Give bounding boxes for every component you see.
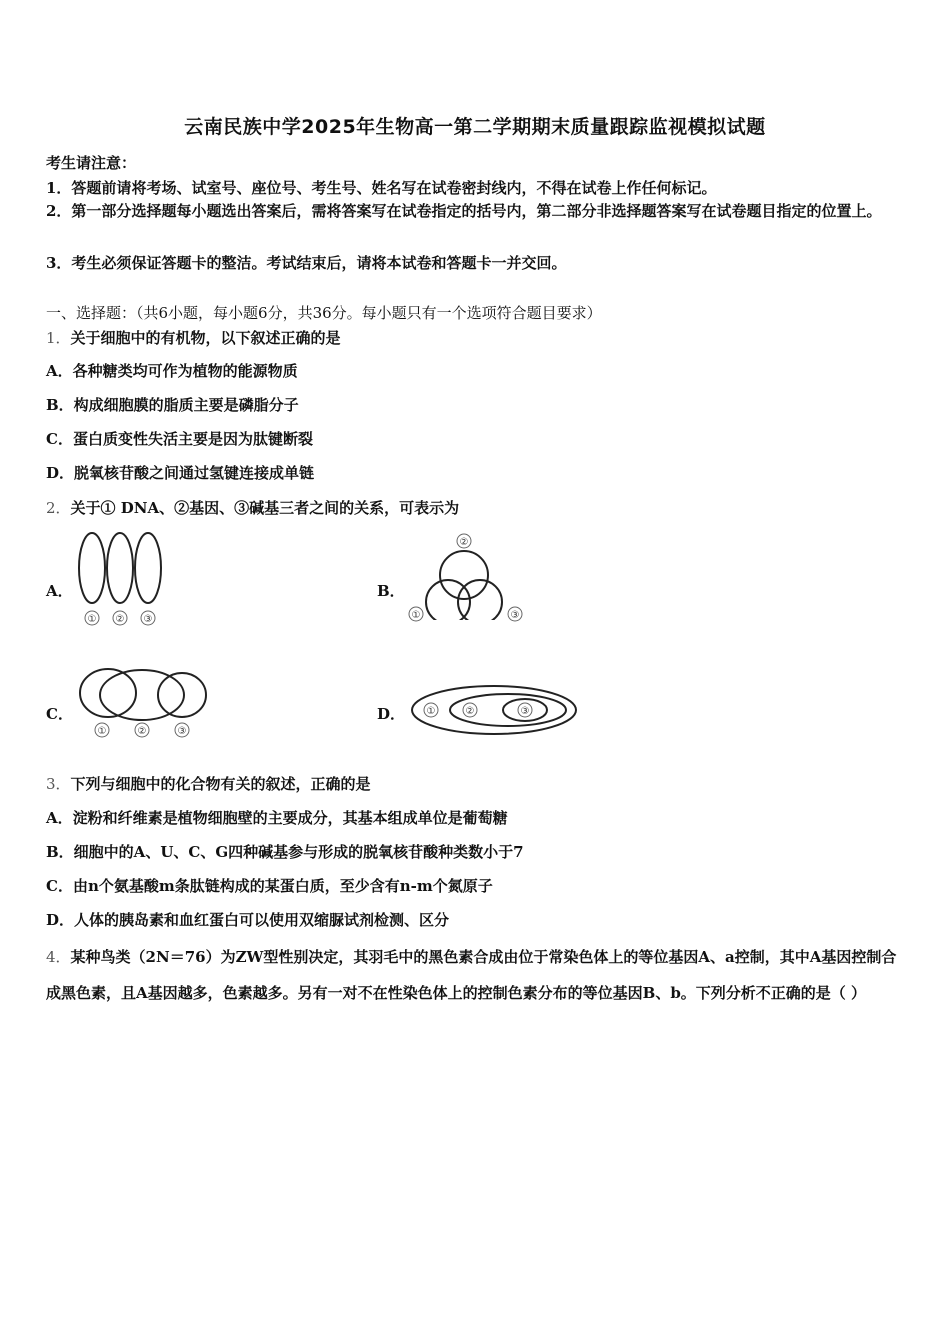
q1-option-a: A．各种糖类均可作为植物的能源物质 <box>46 362 298 380</box>
circle-mark: ① <box>97 726 107 737</box>
circle-mark: ② <box>115 614 125 625</box>
q3-option-a: A．淀粉和纤维素是植物细胞壁的主要成分，其基本组成单位是葡萄糖 <box>46 809 508 827</box>
q2-figure-d <box>410 680 582 740</box>
q2-option-a-label: A． <box>46 582 73 600</box>
notice-item-2: 2．第一部分选择题每小题选出答案后，需将答案写在试卷指定的括号内，第二部分非选择题答案写在试卷题目指定的位置上。 <box>46 202 882 220</box>
question-2 <box>46 497 459 518</box>
circle-mark: ② <box>465 706 475 717</box>
q1-option-b: B．构成细胞膜的脂质主要是磷脂分子 <box>46 396 299 414</box>
question-stem: 关于细胞中的有机物，以下叙述正确的是 <box>70 329 341 347</box>
question-stem: 关于① DNA、②基因、③碱基三者之间的关系，可表示为 <box>70 499 460 517</box>
question-stem: 某种鸟类（2N＝76）为ZW型性别决定，其羽毛中的黑色素合成由位于常染色体上的等位基因A、a控制，其中A基因控制合成黑色素，且A基因越多，色素越多。另有一对不在性染色体上的控制色素分布的等位基因B、b。下列分析不正确的是（ ） <box>46 948 897 1002</box>
q2-figure-a <box>76 530 176 630</box>
question-stem: 下列与细胞中的化合物有关的叙述，正确的是 <box>70 775 371 793</box>
circle-mark: ② <box>459 537 469 548</box>
circle-mark: ③ <box>510 610 520 621</box>
q2-option-d-label: D． <box>377 705 406 723</box>
question-number: 3． <box>46 775 71 793</box>
question-number: 1． <box>46 329 71 347</box>
q1-option-d: D．脱氧核苷酸之间通过氢键连接成单链 <box>46 464 315 482</box>
question-1 <box>46 327 341 348</box>
question-3 <box>46 773 371 794</box>
notice-item-1: 1．答题前请将考场、试室号、座位号、考生号、姓名写在试卷密封线内，不得在试卷上作任何标记。 <box>46 179 717 197</box>
circle-mark: ① <box>87 614 97 625</box>
notice-heading: 考生请注意： <box>46 154 137 172</box>
circle-mark: ① <box>411 610 421 621</box>
circle-mark: ② <box>137 726 147 737</box>
circle-mark: ① <box>426 706 436 717</box>
q3-option-c: C．由n个氨基酸m条肽链构成的某蛋白质，至少含有n-m个氮原子 <box>46 877 493 895</box>
q2-option-b-label: B． <box>377 582 405 600</box>
circle-mark: ③ <box>177 726 187 737</box>
q3-option-d: D．人体的胰岛素和血红蛋白可以使用双缩脲试剂检测、区分 <box>46 911 450 929</box>
question-number: 4． <box>46 948 71 966</box>
question-4 <box>46 939 908 1011</box>
q1-option-c: C．蛋白质变性失活主要是因为肽键断裂 <box>46 430 313 448</box>
q3-option-b: B．细胞中的A、U、C、G四种碱基参与形成的脱氧核苷酸种类数小于7 <box>46 843 524 861</box>
notice-item-3: 3．考生必须保证答题卡的整洁。考试结束后，请将本试卷和答题卡一并交回。 <box>46 254 567 272</box>
q2-option-c-label: C． <box>46 705 73 723</box>
circle-mark: ③ <box>520 706 530 717</box>
q2-figure-c <box>76 665 216 745</box>
q2-figure-b <box>404 530 529 630</box>
section-heading: 一、选择题：（共6小题，每小题6分，共36分。每小题只有一个选项符合题目要求） <box>46 304 602 322</box>
page-title: 云南民族中学2025年生物高一第二学期期末质量跟踪监视模拟试题 <box>184 116 766 138</box>
circle-mark: ③ <box>143 614 153 625</box>
question-number: 2． <box>46 499 71 517</box>
